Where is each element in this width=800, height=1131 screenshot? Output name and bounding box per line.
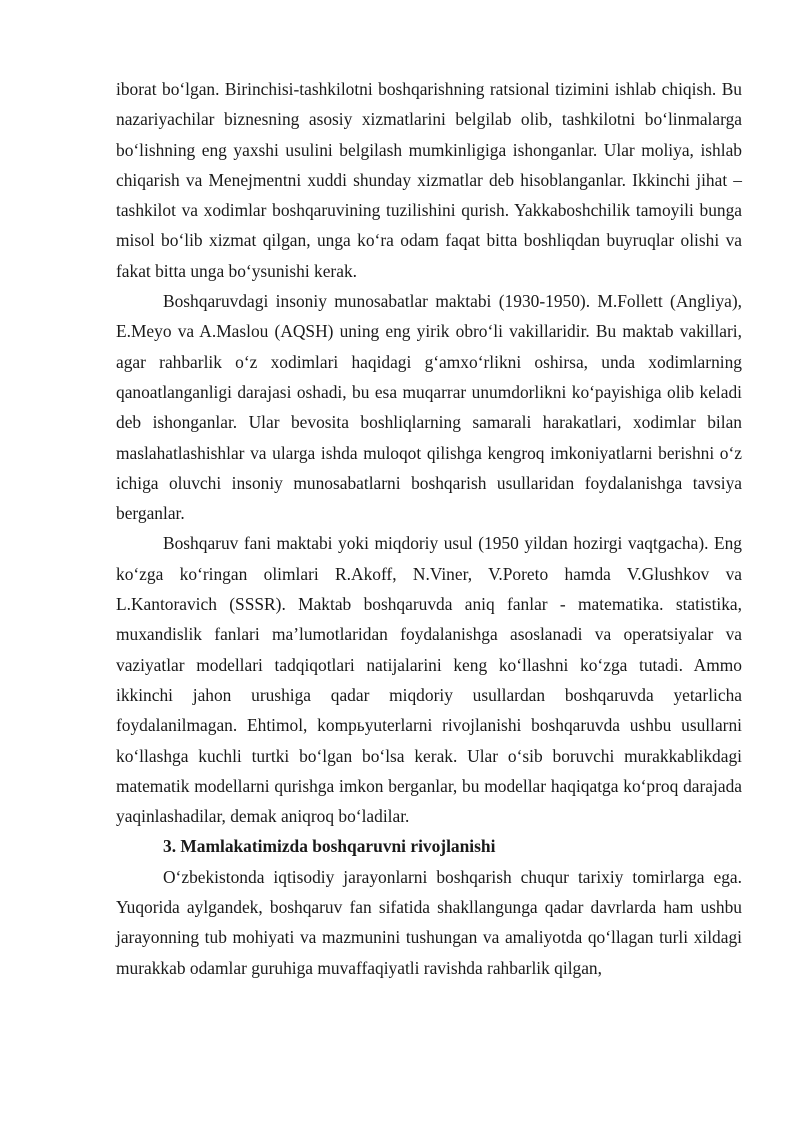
paragraph-continuation: iborat boʻlgan. Birinchisi-tashkilotni boshqarishning ratsional tizimini ishlab chiqish. Bu nazariyachilar biznesning asosiy xizmatlarini belgilab olib, tashkilotni boʻlinmalarga boʻlishning eng yaxshi usulini belgilash mumkinligiga ishonganlar. Ular moliya, ishlab chiqarish va Menejmentni xuddi shunday xizmatlar deb hisoblanganlar. Ikkinchi jihat – tashkilot va xodimlar boshqaruvining tuzilishini qurish. Yakkaboshchilik tamoyili bunga misol boʻlib xizmat qilgan, unga koʻra odam faqat bitta boshliqdan buyruqlar olishi va fakat bitta unga boʻysunishi kerak. (116, 79, 742, 281)
document-body (116, 74, 742, 983)
paragraph-uzbekistan-management: Oʻzbekistonda iqtisodiy jarayonlarni boshqarish chuqur tarixiy tomirlarga ega. Yuqorida aylgandek, boshqaruv fan sifatida shakllangunga qadar davrlarda ham ushbu jarayonning tub mohiyati va mazmunini tushungan va amaliyotda qoʻllagan turli xildagi murakkab odamlar guruhiga muvaffaqiyatli ravishda rahbarlik qilgan, (116, 866, 742, 978)
section-heading: 3. Mamlakatimizda boshqaruvni rivojlanishi (163, 836, 496, 857)
paragraph-human-relations-school: Boshqaruvdagi insoniy munosabatlar maktabi (1930-1950). M.Follett (Angliya), E.Meyo va A.Maslou (AQSH) uning eng yirik obroʻli vakillaridir. Bu maktab vakillari, agar rahbarlik oʻz xodimlari haqidagi gʻamxoʻrlikni oshirsa, unda xodimlarning qanoatlanganligi darajasi oshadi, bu esa muqarrar unumdorlikni koʻpayishiga olib keladi deb ishonganlar. Ular bevosita boshliqlarning samarali harakatlari, xodimlar bilan maslahatlashishlar va ularga ishda muloqot qilishga kengroq imkoniyatlarni berishni oʻz ichiga oluvchi insoniy munosabatlarni boshqarish usullaridan foydalanishga tavsiya berganlar. (116, 291, 742, 524)
paragraph-quantitative-school: Boshqaruv fani maktabi yoki miqdoriy usul (1950 yildan hozirgi vaqtgacha). Eng koʻzga koʻringan olimlari R.Akoff, N.Viner, V.Poreto hamda V.Glushkov va L.Kantoravich (SSSR). Maktab boshqaruvda aniq fanlar - matematika. statistika, muxandislik fanlari maʼlumotlaridan foydalanishga asoslanadi va operatsiyalar va vaziyatlar modellari tadqiqotlari natijalarini keng koʻllashni koʻzga tutadi. Ammo ikkinchi jahon urushiga qadar miqdoriy usullardan boshqaruvda yetarlicha foydalanilmagan. Ehtimol, kompьyuterlarni rivojlanishi boshqaruvda ushbu usullarni koʻllashga kuchli turtki boʻlgan boʻlsa kerak. Ular oʻsib boruvchi murakkablikdagi matematik modellarni qurishga imkon berganlar, bu modellar haqiqatga koʻproq darajada yaqinlashadilar, demak aniqroq boʻladilar. (116, 533, 742, 827)
